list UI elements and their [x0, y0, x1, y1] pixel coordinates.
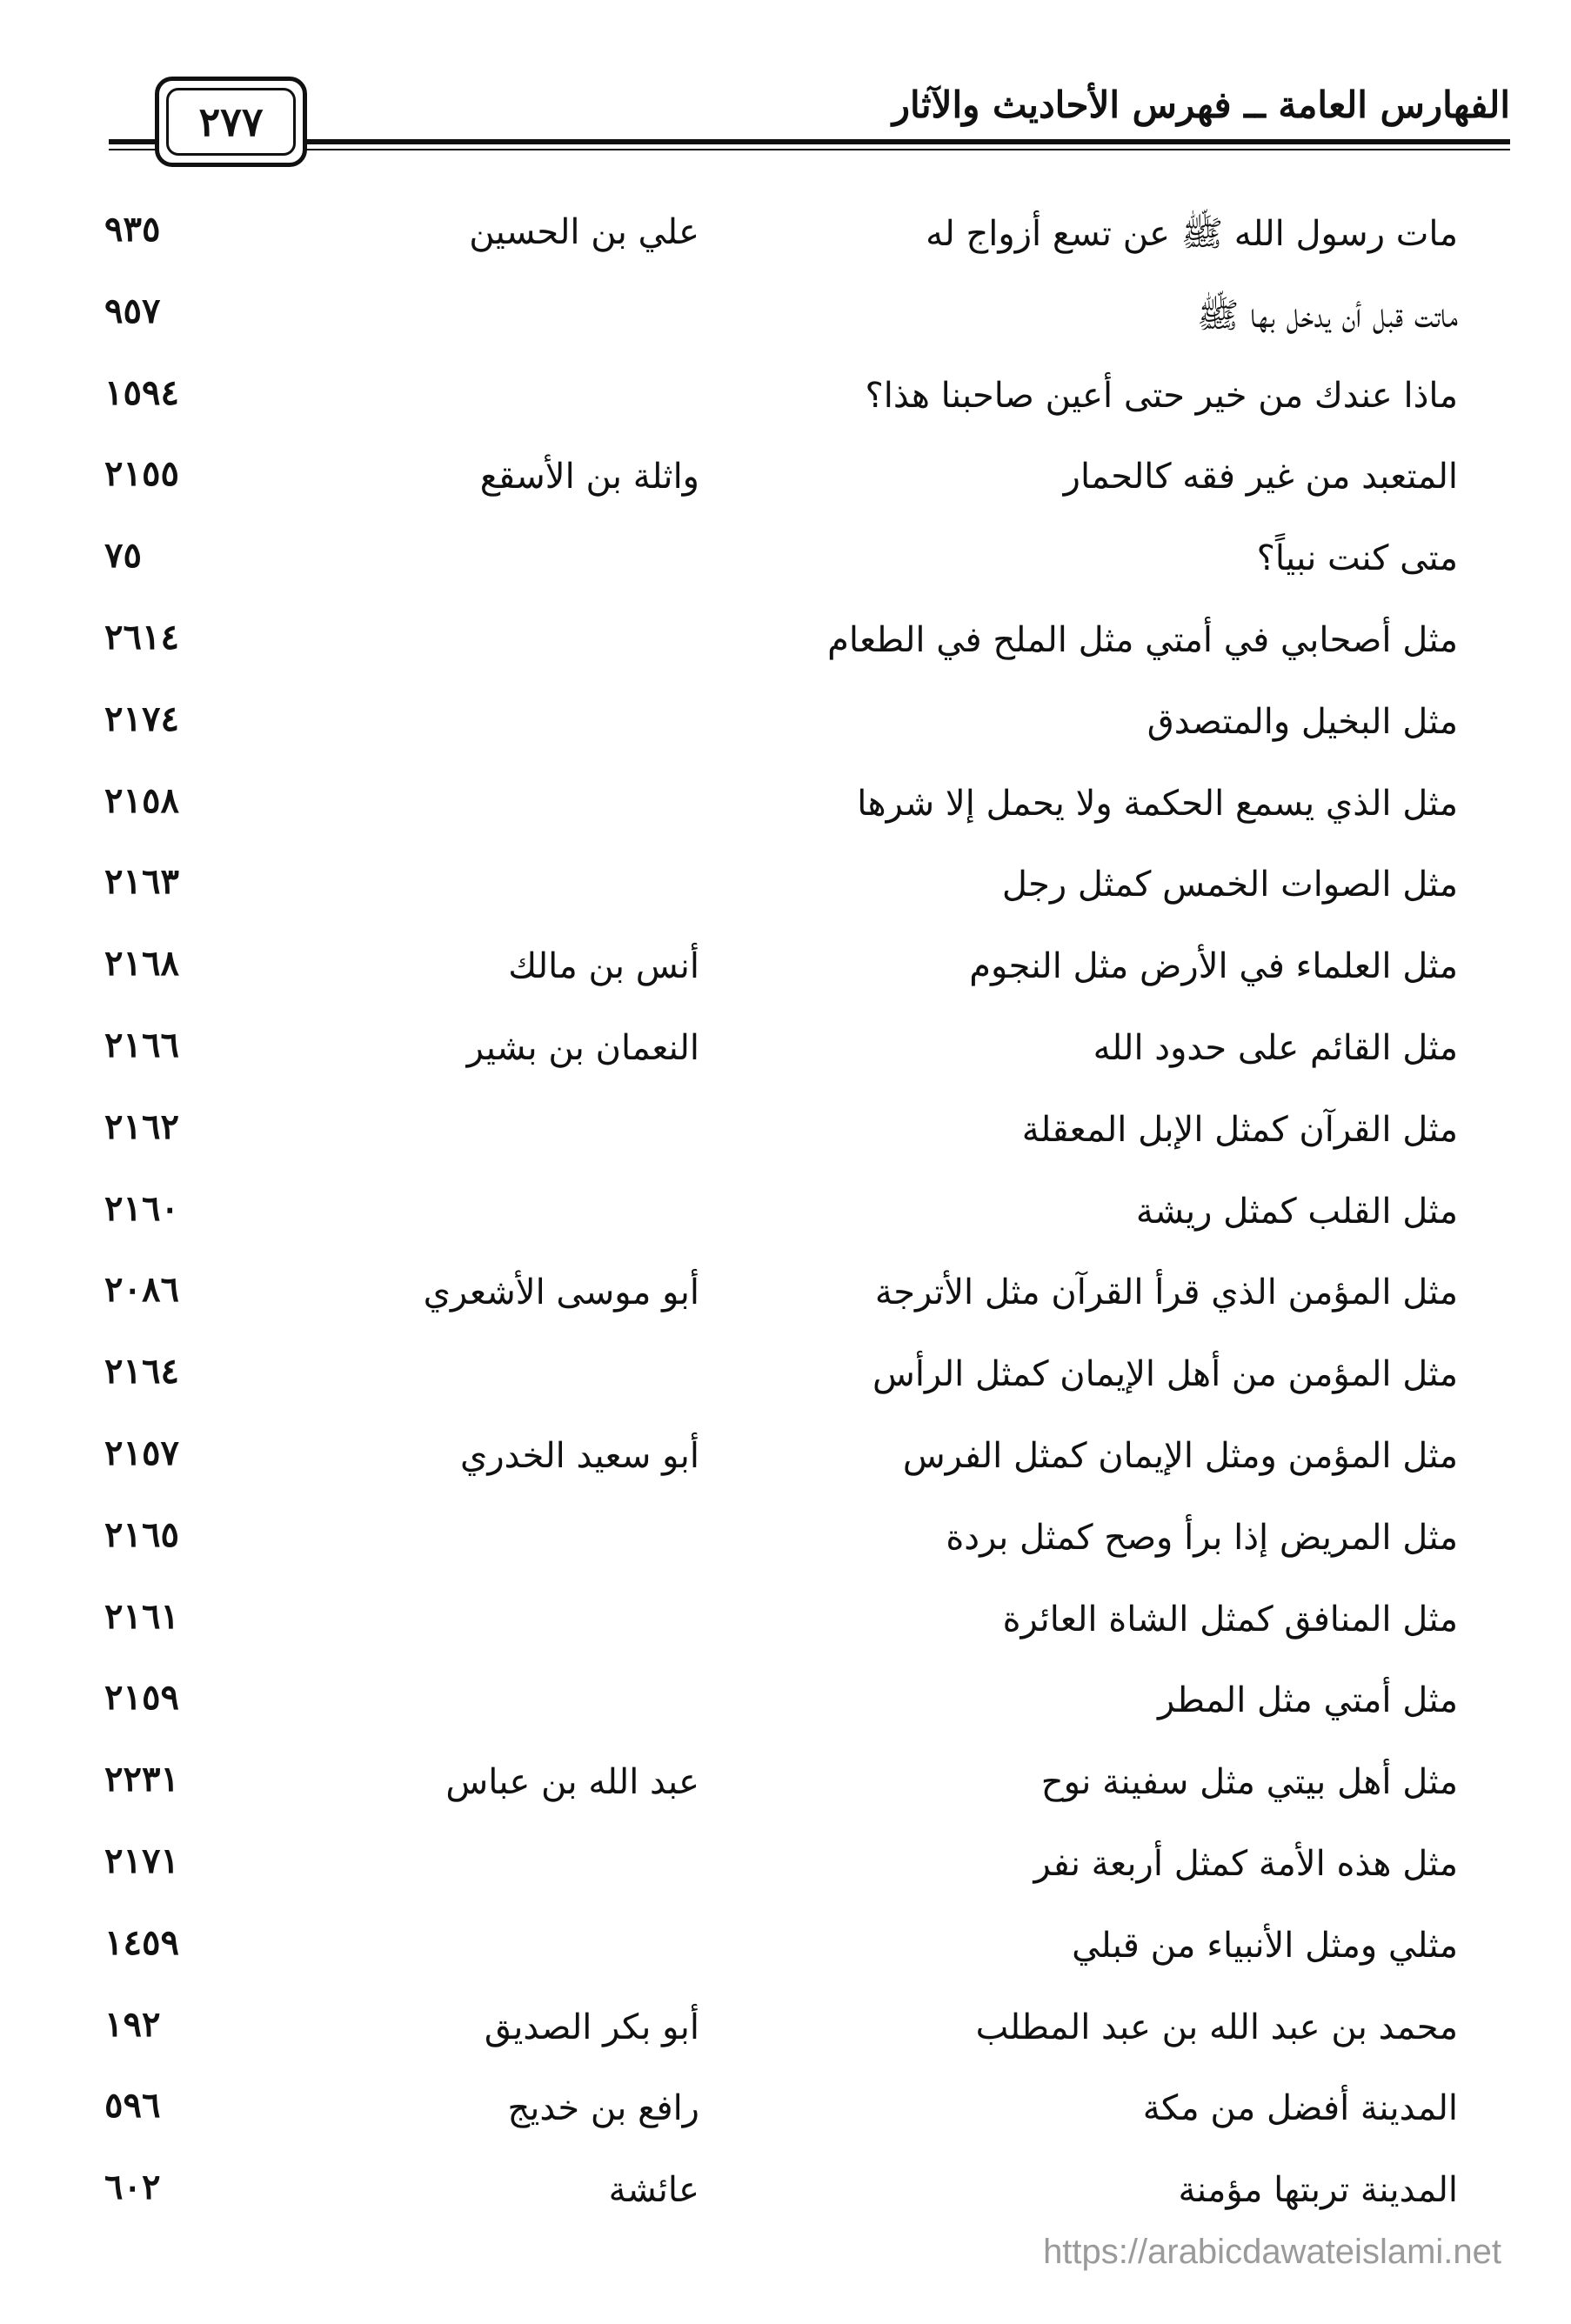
watermark-url: https://arabicdawateislami.net — [1043, 2233, 1501, 2271]
reference-number: ٦٠٢ — [104, 2167, 161, 2208]
reference-number: ٢١٥٥ — [104, 453, 179, 495]
hadith-text: مثل أهل بيتي مثل سفينة نوح — [1040, 1762, 1458, 1803]
hadith-text: مثل أصحابي في أمتي مثل الملح في الطعام — [827, 619, 1458, 660]
hadith-text: مثل هذه الأمة كمثل أربعة نفر — [1033, 1843, 1458, 1884]
reference-number: ٢١٦٢ — [104, 1105, 179, 1147]
page-number: ٢٧٧ — [166, 88, 296, 156]
hadith-text: مثل القرآن كمثل الإبل المعقلة — [1021, 1109, 1458, 1150]
index-entry — [0, 1260, 1571, 1342]
index-entry — [0, 690, 1571, 771]
hadith-text: مثل المؤمن من أهل الإيمان كمثل الرأس — [872, 1354, 1458, 1395]
page-number-frame — [155, 77, 307, 167]
narrator: أنس بن مالك — [508, 946, 699, 987]
index-entry — [0, 526, 1571, 608]
hadith-text: مات رسول الله ﷺ عن تسع أزواج له — [926, 214, 1458, 254]
narrator: النعمان بن بشير — [466, 1027, 699, 1068]
hadith-text: مثل المؤمن ومثل الإيمان كمثل الفرس — [902, 1435, 1458, 1476]
index-entry — [0, 934, 1571, 1016]
index-entry — [0, 1587, 1571, 1669]
reference-number: ٧٥ — [104, 535, 142, 577]
index-entry — [0, 1342, 1571, 1424]
header-rule-thin — [109, 149, 1510, 150]
hadith-text: مثل العلماء في الأرض مثل النجوم — [969, 946, 1458, 987]
reference-number: ٢١٧٤ — [104, 698, 179, 739]
reference-number: ٢١٦٦ — [104, 1024, 179, 1065]
reference-number: ٢١٧١ — [104, 1840, 179, 1881]
reference-number: ٢١٦٣ — [104, 861, 179, 903]
index-entry — [0, 1506, 1571, 1587]
hadith-text: مثل أمتي مثل المطر — [1158, 1680, 1458, 1721]
hadith-text: المدينة أفضل من مكة — [1142, 2088, 1458, 2129]
reference-number: ١٤٥٩ — [104, 1921, 179, 1963]
reference-number: ٢٢٣١ — [104, 1759, 179, 1800]
hadith-text: متى كنت نبياً؟ — [1256, 538, 1458, 579]
hadith-text: ماتت قبل أن يدخل بها ﷺ — [1197, 295, 1458, 336]
index-entry — [0, 1016, 1571, 1098]
reference-number: ٩٥٧ — [104, 290, 161, 331]
hadith-text: المتعبد من غير فقه كالحمار — [1063, 457, 1458, 498]
reference-number: ٢٦١٤ — [104, 616, 179, 658]
index-entry — [0, 364, 1571, 445]
reference-number: ٢١٦٤ — [104, 1351, 179, 1392]
index-entry — [0, 2076, 1571, 2158]
index-entry — [0, 200, 1571, 282]
narrator: علي بن الحسين — [469, 212, 699, 252]
reference-number: ٢١٦٠ — [104, 1187, 179, 1229]
index-entry — [0, 1832, 1571, 1913]
running-title: الفهارس العامة ــ فهرس الأحاديث والآثار — [892, 83, 1510, 126]
reference-number: ٢١٥٩ — [104, 1677, 179, 1719]
index-entry — [0, 282, 1571, 364]
index-entry — [0, 1995, 1571, 2077]
narrator: عبد الله بن عباس — [445, 1762, 699, 1803]
index-entry — [0, 1179, 1571, 1261]
hadith-text: ماذا عندك من خير حتى أعين صاحبنا هذا؟ — [865, 375, 1458, 416]
hadith-text: مثل المريض إذا برأ وصح كمثل بردة — [946, 1517, 1458, 1558]
reference-number: ٢١٦٥ — [104, 1513, 179, 1555]
hadith-text: مثل البخيل والمتصدق — [1146, 701, 1458, 742]
reference-number: ٢١٥٨ — [104, 779, 179, 821]
index-entry — [0, 1913, 1571, 1995]
index-entry — [0, 852, 1571, 934]
hadith-index-list — [0, 200, 1571, 2240]
reference-number: ٢١٦١ — [104, 1595, 179, 1637]
index-entry — [0, 1668, 1571, 1750]
hadith-text: مثل المؤمن الذي قرأ القرآن مثل الأترجة — [874, 1272, 1458, 1313]
reference-number: ٩٣٥ — [104, 209, 161, 250]
hadith-text: المدينة تربتها مؤمنة — [1178, 2170, 1458, 2211]
index-entry — [0, 2158, 1571, 2240]
reference-number: ٢١٥٧ — [104, 1432, 179, 1473]
hadith-text: مثل القلب كمثل ريشة — [1135, 1191, 1458, 1232]
hadith-text: مثل المنافق كمثل الشاة العائرة — [1002, 1599, 1458, 1639]
narrator: عائشة — [608, 2170, 699, 2211]
hadith-text: مثل القائم على حدود الله — [1093, 1027, 1458, 1068]
hadith-text: مثلي ومثل الأنبياء من قبلي — [1072, 1925, 1458, 1966]
narrator: أبو سعيد الخدري — [460, 1435, 699, 1476]
index-entry — [0, 444, 1571, 526]
page-header — [0, 0, 1571, 174]
reference-number: ١٩٢ — [104, 2003, 161, 2045]
hadith-text: محمد بن عبد الله بن عبد المطلب — [975, 2007, 1458, 2047]
narrator: واثلة بن الأسقع — [479, 457, 699, 498]
index-entry — [0, 1098, 1571, 1179]
header-rule-thick — [109, 139, 1510, 144]
narrator: أبو بكر الصديق — [484, 2007, 699, 2047]
narrator: رافع بن خديج — [507, 2088, 699, 2129]
index-entry — [0, 1750, 1571, 1832]
narrator: أبو موسى الأشعري — [423, 1272, 699, 1313]
reference-number: ١٥٩٤ — [104, 371, 179, 413]
index-entry — [0, 1424, 1571, 1506]
hadith-text: مثل الصوات الخمس كمثل رجل — [1001, 865, 1458, 905]
reference-number: ٥٩٦ — [104, 2085, 161, 2127]
index-entry — [0, 771, 1571, 853]
index-entry — [0, 608, 1571, 690]
hadith-text: مثل الذي يسمع الحكمة ولا يحمل إلا شرها — [857, 783, 1458, 824]
reference-number: ٢٠٨٦ — [104, 1269, 179, 1311]
reference-number: ٢١٦٨ — [104, 943, 179, 985]
